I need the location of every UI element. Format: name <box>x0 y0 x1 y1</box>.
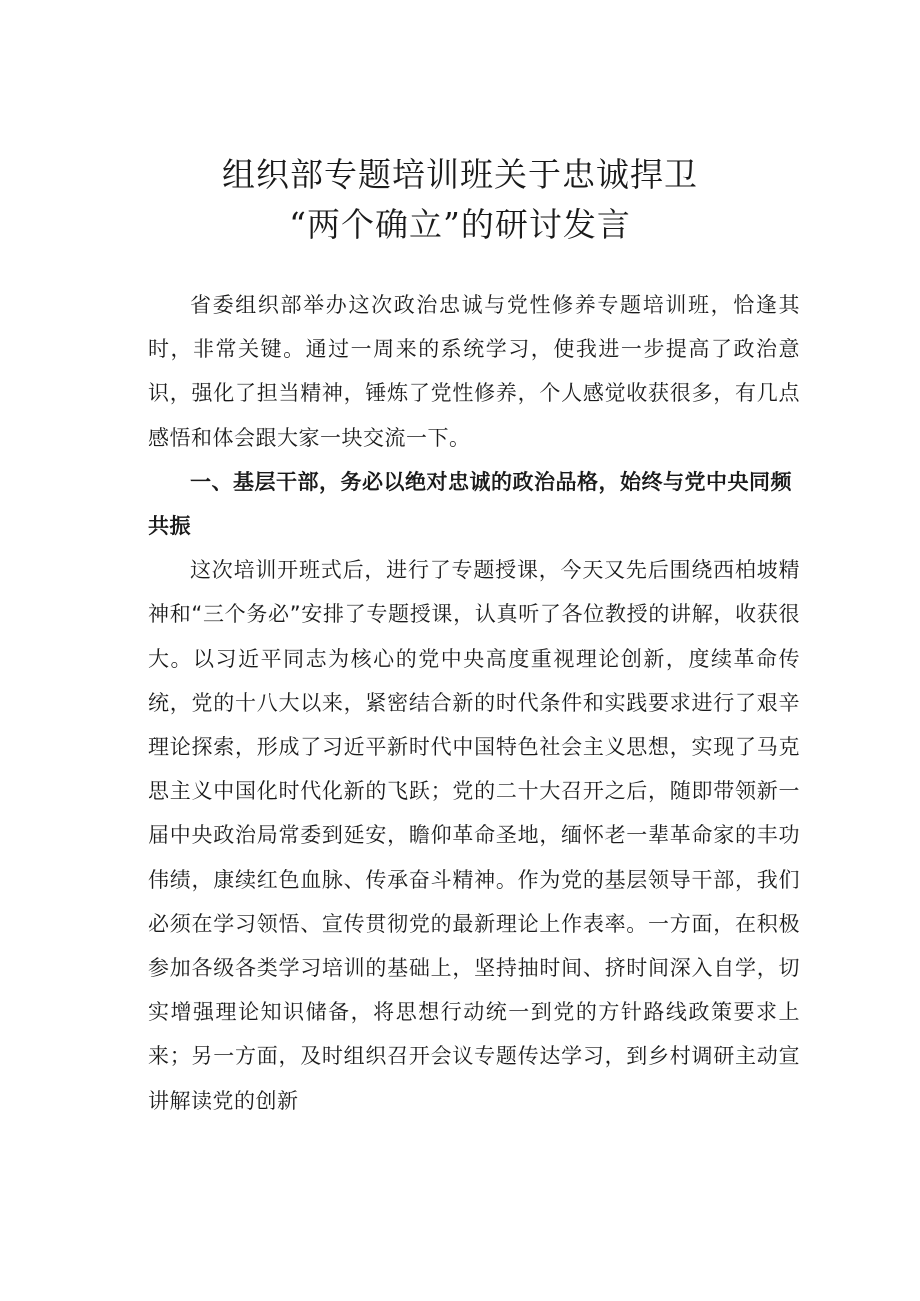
title-line-2: “两个确立”的研讨发言 <box>289 205 631 244</box>
document-title <box>0 150 920 250</box>
title-line-1: 组织部专题培训班关于忠诚捍卫 <box>222 155 698 194</box>
document-body <box>148 283 800 1123</box>
paragraph-intro: 省委组织部举办这次政治忠诚与党性修养专题培训班，恰逢其时，非常关键。通过一周来的系统学习，使我进一步提高了政治意识，强化了担当精神，锤炼了党性修养，个人感觉收获很多，有几点感悟和体会跟大家一块交流一下。 <box>148 293 800 450</box>
paragraph-section-1: 这次培训开班式后，进行了专题授课，今天又先后围绕西柏坡精神和“三个务必”安排了专题授课，认真听了各位教授的讲解，收获很大。以习近平同志为核心的党中央高度重视理论创新，度续革命传统，党的十八大以来，紧密结合新的时代条件和实践要求进行了艰辛理论探索，形成了习近平新时代中国特色社会主义思想，实现了马克思主义中国化时代化新的飞跃；党的二十大召开之后，随即带领新一届中央政治局常委到延安，瞻仰革命圣地，缅怀老一辈革命家的丰功伟绩，康续红色血脉、传承奋斗精神。作为党的基层领导干部，我们必须在学习领悟、宣传贯彻党的最新理论上作表率。一方面，在积极参加各级各类学习培训的基础上，坚持抽时间、挤时间深入自学，切实增强理论知识储备，将思想行动统一到党的方针路线政策要求上来；另一方面，及时组织召开会议专题传达学习，到乡村调研主动宣讲解读党的创新 <box>148 558 800 1113</box>
section-heading-1: 一、基层干部，务必以绝对忠诚的政治品格，始终与党中央同频共振 <box>148 469 792 539</box>
